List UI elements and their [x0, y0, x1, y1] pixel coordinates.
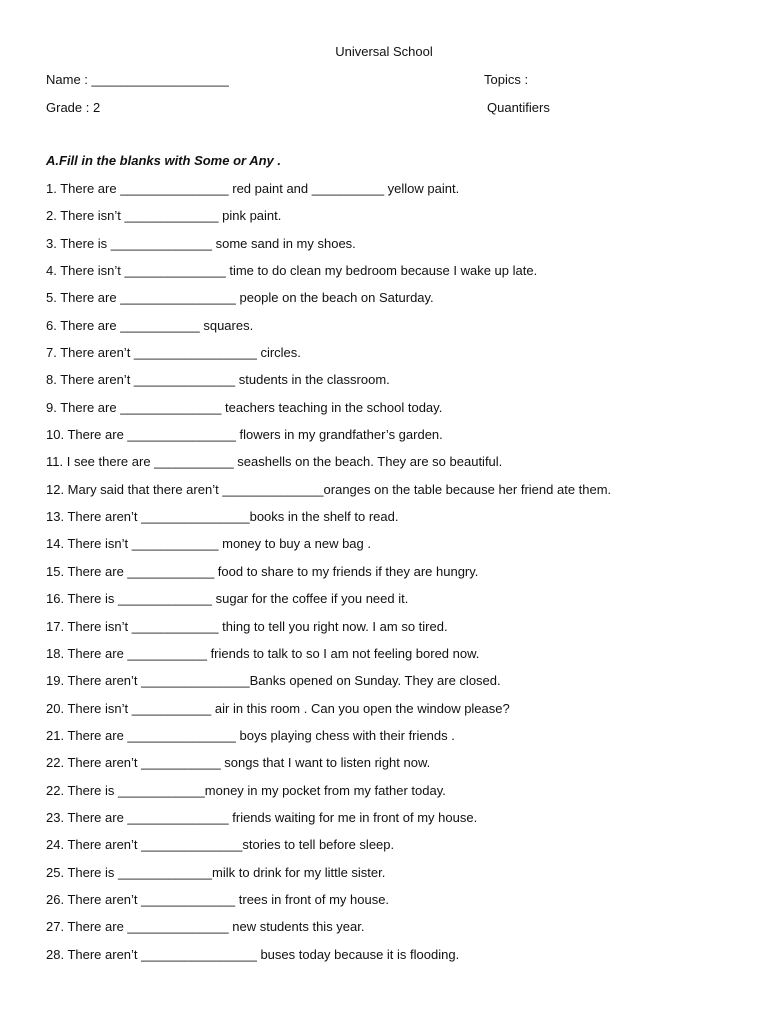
question-item: 13. There aren’t _______________books in the shelf to read.	[46, 509, 399, 525]
question-item: 26. There aren’t _____________ trees in front of my house.	[46, 891, 390, 907]
question-item: 22. There aren’t ___________ songs that I want to listen right now.	[46, 755, 431, 771]
question-item: 15. There are ____________ food to share to my friends if they are hungry.	[46, 563, 479, 579]
question-item: 12. Mary said that there aren’t ______________oranges on the table because her friend ate them.	[46, 481, 612, 497]
question-item: 10. There are _______________ flowers in my grandfather’s garden.	[46, 427, 443, 443]
question-item: 24. There aren’t ______________stories to tell before sleep.	[46, 837, 395, 853]
question-item: 6. There are ___________ squares.	[46, 317, 254, 333]
question-item: 25. There is _____________milk to drink for my little sister.	[46, 864, 386, 880]
section-instruction: A.Fill in the blanks with Some or Any .	[46, 153, 281, 168]
question-item: 1. There are _______________ red paint and __________ yellow paint.	[46, 181, 460, 196]
question-item: 3. There is ______________ some sand in my shoes.	[46, 235, 356, 251]
question-item: 27. There are ______________ new students this year.	[46, 919, 365, 935]
question-item: 8. There aren’t ______________ students in the classroom.	[46, 372, 390, 388]
question-item: 28. There aren’t ________________ buses today because it is flooding.	[46, 946, 460, 962]
question-item: 16. There is _____________ sugar for the coffee if you need it.	[46, 591, 409, 607]
question-item: 14. There isn’t ____________ money to buy a new bag .	[46, 536, 371, 552]
question-item: 21. There are _______________ boys playing chess with their friends .	[46, 727, 455, 743]
question-item: 11. I see there are ___________ seashells on the beach. They are so beautiful.	[46, 454, 503, 470]
topics-value: Quantifiers	[487, 100, 550, 115]
question-item: 5. There are ________________ people on the beach on Saturday.	[46, 290, 434, 306]
question-item: 7. There aren’t _________________ circles.	[46, 345, 301, 361]
question-list	[46, 181, 746, 974]
question-item: 20. There isn’t ___________ air in this room . Can you open the window please?	[46, 700, 510, 716]
grade-label: Grade : 2	[46, 100, 101, 115]
question-item: 18. There are ___________ friends to talk to so I am not feeling bored now.	[46, 645, 480, 661]
question-item: 4. There isn’t ______________ time to do clean my bedroom because I wake up late.	[46, 263, 538, 279]
question-item: 2. There isn’t _____________ pink paint.	[46, 208, 282, 224]
question-item: 17. There isn’t ____________ thing to tell you right now. I am so tired.	[46, 618, 448, 634]
question-item: 23. There are ______________ friends waiting for me in front of my house.	[46, 809, 478, 825]
question-item: 9. There are ______________ teachers teaching in the school today.	[46, 399, 443, 415]
name-field-label: Name : ___________________	[46, 72, 229, 87]
question-item: 22. There is ____________money in my pocket from my father today.	[46, 782, 446, 798]
topics-label: Topics :	[484, 72, 529, 87]
question-item: 19. There aren’t _______________Banks opened on Sunday. They are closed.	[46, 673, 501, 689]
school-title: Universal School	[335, 44, 433, 59]
